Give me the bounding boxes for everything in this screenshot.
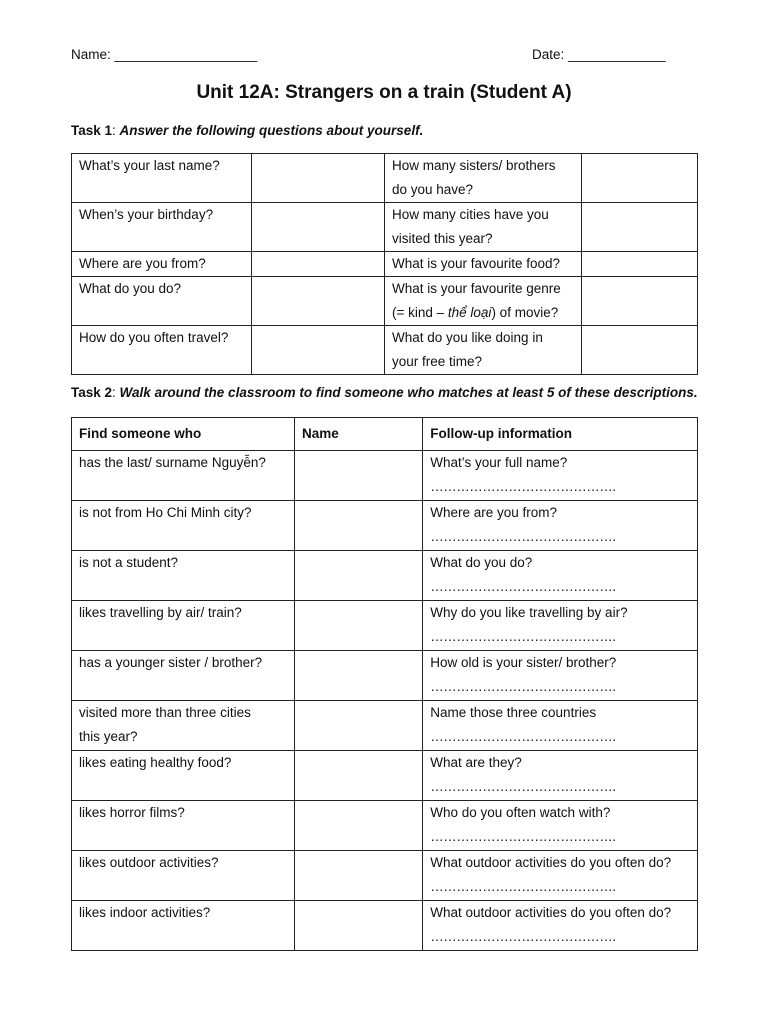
task1-row: [72, 252, 698, 277]
task1-row: [72, 326, 698, 375]
follow-up-question: Name those three countries: [430, 705, 597, 720]
task2-row: [72, 901, 698, 951]
task2-row: [72, 551, 698, 601]
task1-answer-cell[interactable]: [582, 277, 698, 326]
follow-up-question: Why do you like travelling by air?: [430, 605, 628, 620]
follow-up-question: What outdoor activities do you often do?: [430, 905, 672, 920]
task1-label: Task 1: [71, 123, 113, 138]
task1-answer-cell[interactable]: [582, 252, 698, 277]
name-answer-cell[interactable]: [295, 701, 423, 751]
task2-heading: Task 2: Walk around the classroom to find someone who matches at least 5 of these descriptions.: [71, 385, 698, 400]
follow-up-question: What outdoor activities do you often do?: [430, 855, 672, 870]
task1-question-left: What do you do?: [72, 277, 252, 326]
task1-table: [71, 153, 698, 375]
answer-dotted-line[interactable]: …………………………………….: [430, 779, 616, 794]
name-answer-cell[interactable]: [295, 601, 423, 651]
follow-up-cell: [423, 751, 698, 801]
task2-instruction: Walk around the classroom to find someone who matches at least 5 of these descriptions.: [119, 385, 698, 400]
column-header-name: Name: [295, 418, 423, 451]
follow-up-cell: [423, 451, 698, 501]
name-answer-cell[interactable]: [295, 501, 423, 551]
name-answer-cell[interactable]: [295, 651, 423, 701]
name-field-label: Name: ___________________: [71, 47, 258, 62]
find-someone-cell: visited more than three cities this year?: [72, 701, 295, 751]
find-someone-cell: is not from Ho Chi Minh city?: [72, 501, 295, 551]
task1-answer-cell[interactable]: [582, 203, 698, 252]
find-someone-cell: is not a student?: [72, 551, 295, 601]
find-someone-cell: likes travelling by air/ train?: [72, 601, 295, 651]
name-answer-cell[interactable]: [295, 451, 423, 501]
follow-up-cell: [423, 851, 698, 901]
task1-row: [72, 203, 698, 252]
follow-up-cell: [423, 801, 698, 851]
task1-question-left: What’s your last name?: [72, 154, 252, 203]
find-someone-cell: likes indoor activities?: [72, 901, 295, 951]
task1-answer-cell[interactable]: [251, 203, 384, 252]
answer-dotted-line[interactable]: …………………………………….: [430, 679, 616, 694]
task1-answer-cell[interactable]: [582, 326, 698, 375]
worksheet-title: Unit 12A: Strangers on a train (Student A): [196, 82, 572, 103]
date-field-label: Date: _____________: [532, 47, 666, 62]
answer-dotted-line[interactable]: …………………………………….: [430, 729, 616, 744]
column-header-follow-up: Follow-up information: [423, 418, 698, 451]
task2-table: [71, 417, 698, 951]
task1-answer-cell[interactable]: [251, 326, 384, 375]
answer-dotted-line[interactable]: …………………………………….: [430, 629, 616, 644]
task1-instruction: Answer the following questions about yourself.: [119, 123, 424, 138]
task1-heading: Task 1: Answer the following questions about yourself.: [71, 123, 424, 138]
follow-up-question: What are they?: [430, 755, 522, 770]
column-header-find: Find someone who: [72, 418, 295, 451]
task1-row: [72, 154, 698, 203]
follow-up-cell: [423, 701, 698, 751]
task2-row: [72, 701, 698, 751]
task2-row: [72, 451, 698, 501]
task2-row: [72, 601, 698, 651]
task1-question-left: Where are you from?: [72, 252, 252, 277]
task2-row: [72, 851, 698, 901]
task1-question-right: How many sisters/ brothers do you have?: [384, 154, 581, 203]
task1-answer-cell[interactable]: [251, 154, 384, 203]
follow-up-question: Who do you often watch with?: [430, 805, 611, 820]
follow-up-question: What’s your full name?: [430, 455, 568, 470]
answer-dotted-line[interactable]: …………………………………….: [430, 579, 616, 594]
task2-row: [72, 651, 698, 701]
follow-up-question: How old is your sister/ brother?: [430, 655, 617, 670]
follow-up-cell: [423, 901, 698, 951]
task1-row: [72, 277, 698, 326]
find-someone-cell: has a younger sister / brother?: [72, 651, 295, 701]
answer-dotted-line[interactable]: …………………………………….: [430, 529, 616, 544]
follow-up-question: What do you do?: [430, 555, 533, 570]
follow-up-cell: [423, 501, 698, 551]
task1-question-right: How many cities have you visited this year?: [384, 203, 581, 252]
follow-up-cell: [423, 651, 698, 701]
name-answer-cell[interactable]: [295, 751, 423, 801]
task1-question-left: How do you often travel?: [72, 326, 252, 375]
task2-row: [72, 501, 698, 551]
find-someone-cell: likes outdoor activities?: [72, 851, 295, 901]
answer-dotted-line[interactable]: …………………………………….: [430, 479, 616, 494]
follow-up-question: Where are you from?: [430, 505, 558, 520]
follow-up-cell: [423, 551, 698, 601]
task1-question-right: What is your favourite genre (= kind – thể loại) of movie?: [384, 277, 581, 326]
follow-up-cell: [423, 601, 698, 651]
task1-question-right: What is your favourite food?: [384, 252, 581, 277]
name-answer-cell[interactable]: [295, 901, 423, 951]
name-answer-cell[interactable]: [295, 551, 423, 601]
task1-answer-cell[interactable]: [582, 154, 698, 203]
answer-dotted-line[interactable]: …………………………………….: [430, 879, 616, 894]
answer-dotted-line[interactable]: …………………………………….: [430, 929, 616, 944]
answer-dotted-line[interactable]: …………………………………….: [430, 829, 616, 844]
task2-header-row: [72, 418, 698, 451]
task2-label: Task 2: [71, 385, 113, 400]
task1-answer-cell[interactable]: [251, 252, 384, 277]
name-answer-cell[interactable]: [295, 851, 423, 901]
task2-row: [72, 801, 698, 851]
find-someone-cell: has the last/ surname Nguyễn?: [72, 451, 295, 501]
task1-question-left: When’s your birthday?: [72, 203, 252, 252]
name-answer-cell[interactable]: [295, 801, 423, 851]
task2-row: [72, 751, 698, 801]
find-someone-cell: likes eating healthy food?: [72, 751, 295, 801]
find-someone-cell: likes horror films?: [72, 801, 295, 851]
task1-answer-cell[interactable]: [251, 277, 384, 326]
task1-question-right: What do you like doing in your free time?: [384, 326, 581, 375]
